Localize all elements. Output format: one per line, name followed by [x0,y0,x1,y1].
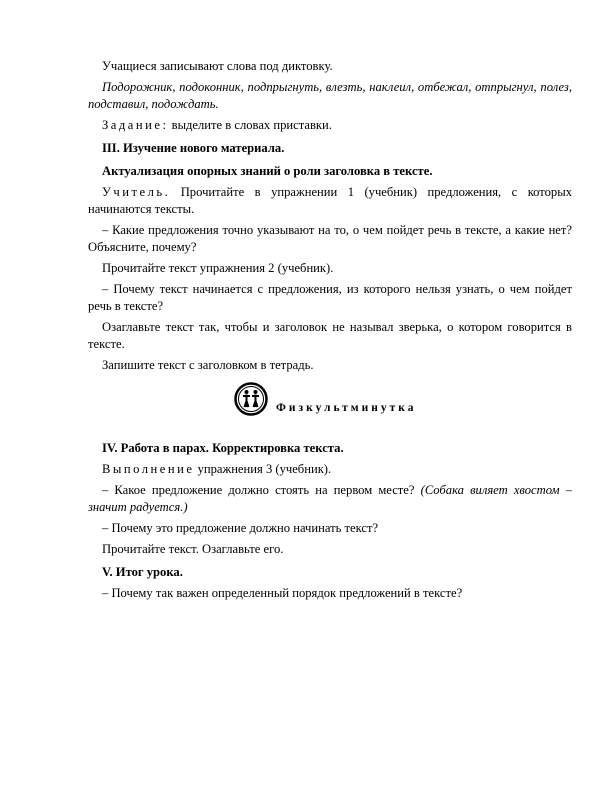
physminute-label: Физкультминутка [276,402,417,414]
task-text: выделите в словах приставки. [168,118,332,132]
instruction-read-title: Прочитайте текст. Озаглавьте его. [102,542,284,556]
teacher-label: Учитель. [102,185,171,199]
section-4-heading: IV. Работа в парах. Корректировка текста. [102,441,344,455]
teacher-paragraph [88,184,572,218]
exercise-text: упражнения 3 (учебник). [194,462,332,476]
document-page [88,58,572,606]
instruction-title: Озаглавьте текст так, чтобы и заголовок не называл зверька, о котором говорится в тексте. [88,320,572,351]
section-5-heading: V. Итог урока. [102,565,183,579]
question-2: – Почему текст начинается с предложения, из которого нельзя узнать, о чем пойдет речь в тексте? [88,282,572,313]
teacher-text: Прочитайте в упражнении 1 (учебник) предложения, с которых начинаются тексты. [88,185,572,216]
dictation-instruction: Учащиеся записывают слова под диктовку. [102,59,333,73]
task-paragraph [88,117,572,134]
physminute-block [88,382,572,434]
task-label: Задание: [102,118,169,132]
question-5: – Почему так важен определенный порядок предложений в тексте? [102,586,463,600]
question-3-text: – Какое предложение должно стоять на первом месте? [102,483,421,497]
question-3-answer: (Собака виляет хвостом – значит радуется.) [88,483,572,514]
question-3 [88,482,572,516]
instruction-read-2: Прочитайте текст упражнения 2 (учебник). [102,261,334,275]
dictation-words: Подорожник, подоконник, подпрыгнуть, влезть, наклеил, отбежал, отпрыгнул, полез, подставил, подождать. [88,80,572,111]
exercise-label: Выполнение [102,462,195,476]
section-3-subheading: Актуализация опорных знаний о роли заголовка в тексте. [102,164,433,178]
question-1: – Какие предложения точно указывают на то, о чем пойдет речь в тексте, а какие нет? Объясните, почему? [88,223,572,254]
section-3-heading: III. Изучение нового материала. [102,141,285,155]
exercise-3-paragraph [88,461,572,478]
instruction-write: Запишите текст с заголовком в тетрадь. [102,358,314,372]
question-4: – Почему это предложение должно начинать текст? [102,521,379,535]
two-figures-circle-icon [234,382,268,416]
